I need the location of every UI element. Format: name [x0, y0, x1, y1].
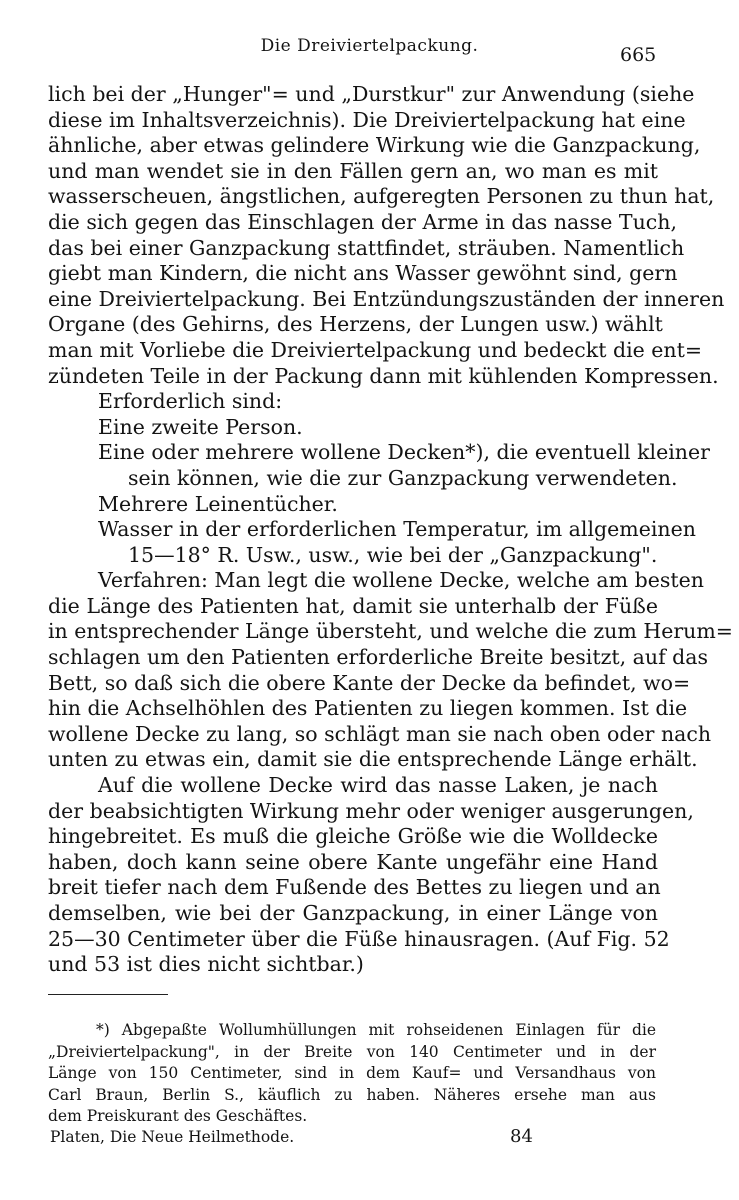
running-header-title: Die Dreiviertelpackung. — [260, 36, 479, 56]
footnote-line: „Dreiviertelpackung", in der Breite von 140 Centimeter und in der — [48, 1042, 656, 1061]
footnote-line: *) Abgepaßte Wollumhüllungen mit rohseidenen Einlagen für die — [96, 1021, 656, 1039]
text-line: wasserscheuen, ängstlichen, aufgeregten Personen zu thun hat, — [48, 184, 715, 209]
page-number: 665 — [620, 44, 657, 66]
text-line: Bett, so daß sich die obere Kante der Decke da befindet, wo= — [48, 670, 691, 695]
text-line: eine Dreiviertelpackung. Bei Entzündungszuständen der inneren — [48, 286, 725, 311]
text-line: haben, doch kann seine obere Kante ungefähr eine Hand — [48, 849, 658, 874]
footnote-line: Länge von 150 Centimeter, sind in dem Kauf= und Versandhaus von — [48, 1064, 656, 1082]
text-line: und 53 ist dies nicht sichtbar.) — [48, 952, 364, 977]
footnote-separator — [48, 994, 168, 995]
text-line: Verfahren: Man legt die wollene Decke, welche am besten — [98, 568, 704, 593]
text-line: man mit Vorliebe die Dreiviertelpackung und bedeckt die ent= — [48, 337, 703, 362]
text-line: breit tiefer nach dem Fußende des Bettes zu liegen und an — [48, 875, 661, 900]
text-line: in entsprechender Länge übersteht, und welche die zum Herum= — [48, 619, 733, 644]
text-line: ähnliche, aber etwas gelindere Wirkung wie die Ganzpackung, — [48, 133, 701, 158]
text-line: der beabsichtigten Wirkung mehr oder weniger ausgerungen, — [48, 798, 694, 823]
text-line: schlagen um den Patienten erforderliche Breite besitzt, auf das — [48, 645, 709, 670]
text-line: und man wendet sie in den Fällen gern an, wo man es mit — [48, 158, 658, 183]
text-line: die sich gegen das Einschlagen der Arme in das nasse Tuch, — [48, 209, 678, 234]
text-line: wollene Decke zu lang, so schlägt man sie nach oben oder nach — [48, 721, 712, 746]
sheet-number: 84 — [510, 1126, 533, 1147]
footnote-line: Carl Braun, Berlin S., käuflich zu haben. Näheres ersehe man aus — [48, 1085, 656, 1104]
text-line: hin die Achselhöhlen des Patienten zu liegen kommen. Ist die — [48, 696, 688, 721]
text-line: Organe (des Gehirns, des Herzens, der Lungen usw.) wählt — [48, 312, 663, 337]
footnote-line: dem Preiskurant des Geschäftes. — [48, 1107, 308, 1125]
text-line: demselben, wie bei der Ganzpackung, in einer Länge von — [48, 901, 658, 925]
text-line: Auf die wollene Decke wird das nasse Laken, je nach — [98, 773, 658, 798]
text-line: unten zu etwas ein, damit sie die entsprechende Länge erhält. — [48, 747, 698, 772]
footer-signature: Platen, Die Neue Heilmethode. — [50, 1128, 295, 1146]
text-line: Wasser in der erforderlichen Temperatur, im allgemeinen — [98, 517, 696, 542]
body-text — [48, 82, 733, 978]
text-line: das bei einer Ganzpackung stattfindet, sträuben. Namentlich — [48, 235, 685, 260]
text-line: giebt man Kindern, die nicht ans Wasser gewöhnt sind, gern — [48, 261, 678, 286]
text-line: Eine oder mehrere wollene Decken*), die eventuell kleiner — [98, 440, 710, 465]
text-line: lich bei der „Hunger"= und „Durstkur" zur Anwendung (siehe — [48, 82, 695, 106]
text-line: Mehrere Leinentücher. — [98, 491, 338, 516]
text-line: sein können, wie die zur Ganzpackung verwendeten. — [128, 465, 678, 490]
text-line: diese im Inhaltsverzeichnis). Die Dreiviertelpackung hat eine — [48, 107, 686, 132]
text-line: zündeten Teile in der Packung dann mit kühlenden Kompressen. — [48, 363, 719, 388]
text-line: 15—18° R. Usw., usw., wie bei der „Ganzpackung". — [128, 542, 658, 567]
text-line: hingebreitet. Es muß die gleiche Größe wie die Wolldecke — [48, 824, 658, 849]
text-line: Erforderlich sind: — [98, 389, 283, 414]
text-line: die Länge des Patienten hat, damit sie unterhalb der Füße — [48, 593, 658, 618]
text-line: 25—30 Centimeter über die Füße hinausragen. (Auf Fig. 52 — [48, 926, 670, 951]
footnote — [48, 1020, 656, 1128]
text-line: Eine zweite Person. — [98, 414, 303, 439]
